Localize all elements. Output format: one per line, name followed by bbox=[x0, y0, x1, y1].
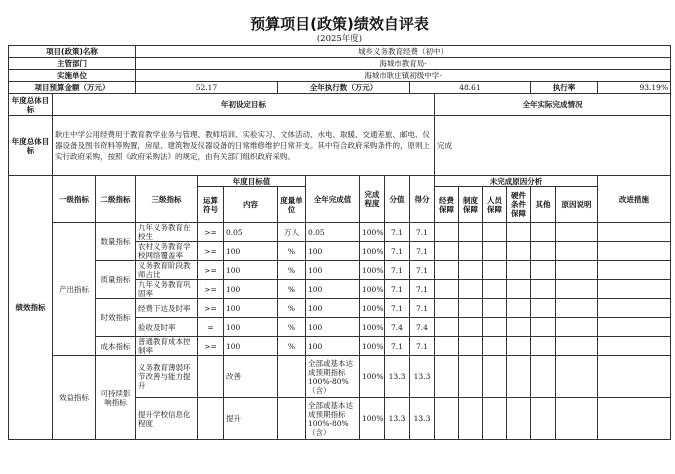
goal-row-label: 年度总体目标 bbox=[9, 116, 53, 176]
measures-cell bbox=[598, 223, 671, 242]
content-cell: 0.05 bbox=[224, 223, 278, 242]
reason-staff-cell bbox=[483, 398, 507, 440]
unit-cell: % bbox=[278, 318, 306, 337]
unit-cell: % bbox=[278, 337, 306, 356]
table-row bbox=[9, 337, 671, 356]
project-name-label: 项目(政策)名称 bbox=[9, 46, 136, 58]
reason-staff-cell bbox=[483, 261, 507, 280]
measures-cell bbox=[598, 242, 671, 261]
header-level2: 二级指标 bbox=[96, 176, 136, 223]
header-degree: 完成程度 bbox=[360, 176, 385, 223]
degree-cell: 100% bbox=[360, 318, 385, 337]
header-reason-other: 其他 bbox=[531, 187, 556, 223]
level3-cell: 提升学校信息化程度 bbox=[136, 398, 198, 440]
reason-funding-cell bbox=[435, 356, 459, 398]
measures-cell bbox=[598, 337, 671, 356]
score-cell: 7.1 bbox=[385, 242, 410, 261]
unit-cell: % bbox=[278, 280, 306, 299]
actual-cell: 全部或基本达成预期指标100%-80%（含） bbox=[306, 398, 360, 440]
reason-system-cell bbox=[459, 356, 483, 398]
table-row bbox=[9, 299, 671, 318]
actual-cell: 100 bbox=[306, 299, 360, 318]
goal-actual-header: 全年实际完成情况 bbox=[435, 94, 671, 116]
op-cell bbox=[198, 398, 224, 440]
measures-cell bbox=[598, 356, 671, 398]
op-cell: >= bbox=[198, 337, 224, 356]
reason-staff-cell bbox=[483, 318, 507, 337]
reason-staff-cell bbox=[483, 299, 507, 318]
unit-value: 海城市耿庄镇初级中学- bbox=[136, 70, 671, 82]
reason-note-cell bbox=[556, 337, 598, 356]
reason-hardware-cell bbox=[507, 356, 531, 398]
actual-cell: 100 bbox=[306, 242, 360, 261]
dept-label: 主管部门 bbox=[9, 58, 136, 70]
header-level1: 一级指标 bbox=[53, 176, 96, 223]
table-row bbox=[9, 261, 671, 280]
reason-other-cell bbox=[531, 398, 556, 440]
op-cell: >= bbox=[198, 280, 224, 299]
reason-funding-cell bbox=[435, 261, 459, 280]
score-cell: 7.1 bbox=[385, 261, 410, 280]
got-cell: 13.3 bbox=[410, 356, 435, 398]
got-cell: 7.1 bbox=[410, 299, 435, 318]
reason-note-cell bbox=[556, 261, 598, 280]
reason-note-cell bbox=[556, 398, 598, 440]
header-actual: 全年完成值 bbox=[306, 176, 360, 223]
header-reason-system: 制度保障 bbox=[459, 187, 483, 223]
content-cell: 100 bbox=[224, 318, 278, 337]
unit-cell: 万人 bbox=[278, 223, 306, 242]
reason-note-cell bbox=[556, 356, 598, 398]
reason-other-cell bbox=[531, 337, 556, 356]
page-title: 预算项目(政策)绩效自评表 bbox=[250, 15, 429, 33]
actual-cell: 0.05 bbox=[306, 223, 360, 242]
goal-initial-text: 耿庄中学公用经费用于教育教学业务与管理、教师培训、实验实习、文体活动、水电、取暖、交通差旅、邮电、仪器设备及图书资料等购置，房屋、建筑物及仪器设备的日常维修维护日常开支。其中符合政府采购条件的，原则上实行政府采购，按照《政府采购法》的规定，由有关部门组织政府采购。 bbox=[53, 116, 435, 176]
degree-cell: 100% bbox=[360, 337, 385, 356]
unit-cell: % bbox=[278, 261, 306, 280]
indicator-section-label: 绩效指标 bbox=[9, 176, 53, 440]
level3-cell: 九年义务教育在校生 bbox=[136, 223, 198, 242]
header-reason-note: 原因说明 bbox=[556, 187, 598, 223]
reason-system-cell bbox=[459, 261, 483, 280]
unit-cell: % bbox=[278, 242, 306, 261]
op-cell: >= bbox=[198, 242, 224, 261]
rate-label: 执行率 bbox=[531, 82, 598, 94]
level2-cell: 质量指标 bbox=[96, 261, 136, 299]
reason-system-cell bbox=[459, 280, 483, 299]
header-unit: 度量单位 bbox=[278, 187, 306, 223]
reason-hardware-cell bbox=[507, 242, 531, 261]
op-cell: >= bbox=[198, 223, 224, 242]
header-measures: 改进措施 bbox=[598, 176, 671, 223]
project-name-value: 城乡义务教育经费（初中） bbox=[136, 46, 671, 58]
level1-cell: 产出指标 bbox=[53, 223, 96, 356]
reason-funding-cell bbox=[435, 318, 459, 337]
got-cell: 7.1 bbox=[410, 280, 435, 299]
level2-cell: 时效指标 bbox=[96, 299, 136, 337]
exec-label: 全年执行数（万元） bbox=[278, 82, 410, 94]
score-cell: 7.4 bbox=[385, 318, 410, 337]
reason-system-cell bbox=[459, 398, 483, 440]
degree-cell: 100% bbox=[360, 242, 385, 261]
measures-cell bbox=[598, 299, 671, 318]
goal-col-label: 年度总体目标 bbox=[9, 94, 53, 116]
reason-staff-cell bbox=[483, 223, 507, 242]
level3-cell: 验收及时率 bbox=[136, 318, 198, 337]
reason-other-cell bbox=[531, 280, 556, 299]
level3-cell: 九年义务教育巩固率 bbox=[136, 280, 198, 299]
degree-cell: 100% bbox=[360, 261, 385, 280]
unit-cell bbox=[278, 356, 306, 398]
header-op: 运算符号 bbox=[198, 187, 224, 223]
degree-cell: 100% bbox=[360, 398, 385, 440]
reason-note-cell bbox=[556, 242, 598, 261]
actual-cell: 100 bbox=[306, 318, 360, 337]
measures-cell bbox=[598, 280, 671, 299]
actual-cell: 100 bbox=[306, 261, 360, 280]
degree-cell: 100% bbox=[360, 280, 385, 299]
level2-cell: 成本指标 bbox=[96, 337, 136, 356]
degree-cell: 100% bbox=[360, 223, 385, 242]
reason-note-cell bbox=[556, 299, 598, 318]
reason-other-cell bbox=[531, 299, 556, 318]
header-reason-funding: 经费保障 bbox=[435, 187, 459, 223]
actual-cell: 全部或基本达成预期指标100%-80%（含） bbox=[306, 356, 360, 398]
unit-label: 实施单位 bbox=[9, 70, 136, 82]
reason-other-cell bbox=[531, 356, 556, 398]
op-cell bbox=[198, 356, 224, 398]
content-cell: 100 bbox=[224, 280, 278, 299]
reason-other-cell bbox=[531, 223, 556, 242]
reason-hardware-cell bbox=[507, 261, 531, 280]
header-annual-target: 年度目标值 bbox=[198, 176, 306, 187]
reason-note-cell bbox=[556, 280, 598, 299]
got-cell: 7.1 bbox=[410, 223, 435, 242]
exec-value: 48.61 bbox=[410, 82, 531, 94]
reason-hardware-cell bbox=[507, 299, 531, 318]
reason-other-cell bbox=[531, 242, 556, 261]
score-cell: 7.1 bbox=[385, 223, 410, 242]
measures-cell bbox=[598, 261, 671, 280]
header-reason-hardware: 硬件条件保障 bbox=[507, 187, 531, 223]
reason-hardware-cell bbox=[507, 223, 531, 242]
reason-note-cell bbox=[556, 223, 598, 242]
unit-cell bbox=[278, 398, 306, 440]
content-cell: 提升 bbox=[224, 398, 278, 440]
content-cell: 100 bbox=[224, 261, 278, 280]
reason-system-cell bbox=[459, 242, 483, 261]
got-cell: 7.1 bbox=[410, 337, 435, 356]
op-cell: >= bbox=[198, 299, 224, 318]
reason-staff-cell bbox=[483, 242, 507, 261]
reason-funding-cell bbox=[435, 242, 459, 261]
reason-system-cell bbox=[459, 337, 483, 356]
level3-cell: 义务教育薄弱环节改善与能力提升 bbox=[136, 356, 198, 398]
degree-cell: 100% bbox=[360, 356, 385, 398]
header-level3: 三级指标 bbox=[136, 176, 198, 223]
level3-cell: 经费下达及时率 bbox=[136, 299, 198, 318]
reason-other-cell bbox=[531, 318, 556, 337]
got-cell: 13.3 bbox=[410, 398, 435, 440]
score-cell: 13.3 bbox=[385, 356, 410, 398]
reason-hardware-cell bbox=[507, 398, 531, 440]
measures-cell bbox=[598, 318, 671, 337]
dept-value: 海城市教育局- bbox=[136, 58, 671, 70]
goal-initial-header: 年初设定目标 bbox=[53, 94, 435, 116]
measures-cell bbox=[598, 398, 671, 440]
header-content: 内容 bbox=[224, 187, 278, 223]
reason-funding-cell bbox=[435, 337, 459, 356]
reason-staff-cell bbox=[483, 280, 507, 299]
reason-funding-cell bbox=[435, 299, 459, 318]
got-cell: 7.1 bbox=[410, 261, 435, 280]
unit-cell: % bbox=[278, 299, 306, 318]
score-cell: 7.1 bbox=[385, 299, 410, 318]
actual-cell: 100 bbox=[306, 280, 360, 299]
reason-funding-cell bbox=[435, 398, 459, 440]
score-cell: 13.3 bbox=[385, 398, 410, 440]
level3-cell: 义务教育阶段教师占比 bbox=[136, 261, 198, 280]
table-row bbox=[9, 356, 671, 398]
budget-value: 52.17 bbox=[136, 82, 278, 94]
reason-staff-cell bbox=[483, 356, 507, 398]
reason-note-cell bbox=[556, 318, 598, 337]
reason-staff-cell bbox=[483, 337, 507, 356]
level3-cell: 农村义务教育学校网络覆盖率 bbox=[136, 242, 198, 261]
goal-actual-text: 完成 bbox=[435, 116, 671, 176]
table-row bbox=[9, 223, 671, 242]
header-reasons: 未完成原因分析 bbox=[435, 176, 598, 187]
reason-hardware-cell bbox=[507, 280, 531, 299]
reason-other-cell bbox=[531, 261, 556, 280]
rate-value: 93.19% bbox=[598, 82, 671, 94]
evaluation-table bbox=[8, 45, 671, 440]
level3-cell: 普通教育成本控制率 bbox=[136, 337, 198, 356]
op-cell: >= bbox=[198, 261, 224, 280]
content-cell: 100 bbox=[224, 299, 278, 318]
level2-cell: 数量指标 bbox=[96, 223, 136, 261]
reason-funding-cell bbox=[435, 280, 459, 299]
level2-cell: 可持续影响指标 bbox=[96, 356, 136, 440]
op-cell: = bbox=[198, 318, 224, 337]
score-cell: 7.1 bbox=[385, 280, 410, 299]
level1-cell: 效益指标 bbox=[53, 356, 96, 440]
page-subtitle: (2025年度) bbox=[316, 34, 363, 44]
got-cell: 7.1 bbox=[410, 242, 435, 261]
reason-system-cell bbox=[459, 318, 483, 337]
header-got: 得分 bbox=[410, 176, 435, 223]
reason-hardware-cell bbox=[507, 318, 531, 337]
content-cell: 改善 bbox=[224, 356, 278, 398]
content-cell: 100 bbox=[224, 337, 278, 356]
got-cell: 7.4 bbox=[410, 318, 435, 337]
evaluation-sheet bbox=[8, 0, 671, 440]
content-cell: 100 bbox=[224, 242, 278, 261]
header-score: 分值 bbox=[385, 176, 410, 223]
reason-hardware-cell bbox=[507, 337, 531, 356]
budget-label: 项目预算金额（万元） bbox=[9, 82, 136, 94]
reason-system-cell bbox=[459, 299, 483, 318]
reason-system-cell bbox=[459, 223, 483, 242]
header-reason-staff: 人员保障 bbox=[483, 187, 507, 223]
degree-cell: 100% bbox=[360, 299, 385, 318]
score-cell: 7.1 bbox=[385, 337, 410, 356]
reason-funding-cell bbox=[435, 223, 459, 242]
actual-cell: 100 bbox=[306, 337, 360, 356]
